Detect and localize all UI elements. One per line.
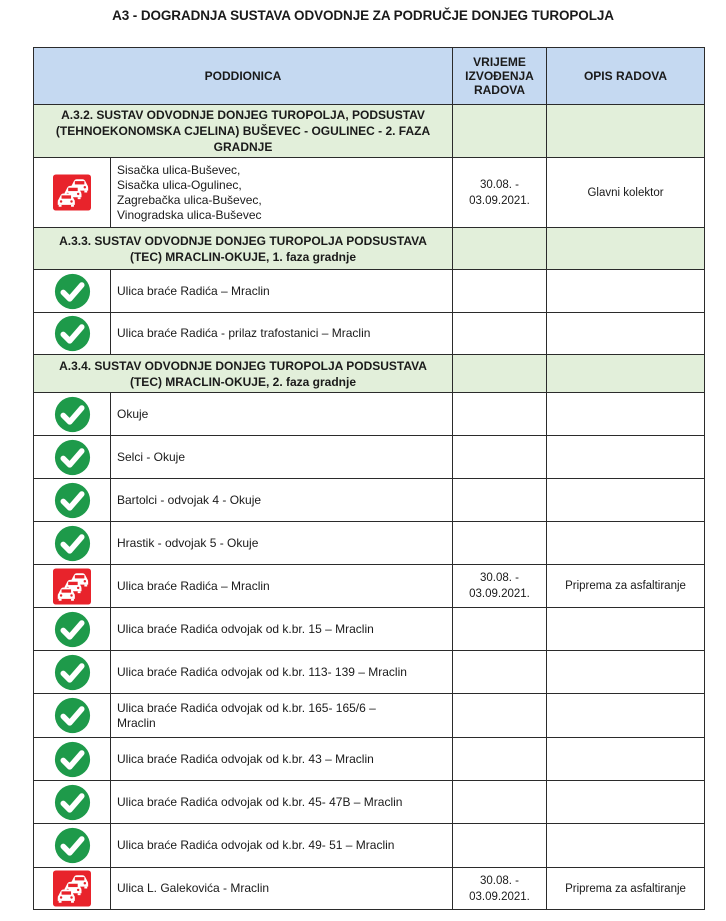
section-title bbox=[34, 105, 453, 158]
poddionica-cell bbox=[111, 694, 453, 738]
date-end: 03.09.2021. bbox=[469, 194, 530, 207]
status-cell bbox=[34, 781, 111, 824]
desc-cell bbox=[547, 608, 705, 651]
table-row bbox=[34, 479, 705, 522]
table-row bbox=[34, 270, 705, 313]
check-icon bbox=[54, 654, 91, 691]
status-cell bbox=[34, 313, 111, 355]
poddionica-cell: Ulica braće Radića odvojak od k.br. 43 – Mraclin bbox=[111, 738, 453, 781]
desc-cell: Glavni kolektor bbox=[547, 158, 705, 228]
status-cell bbox=[34, 436, 111, 479]
check-icon bbox=[54, 697, 91, 734]
poddionica-cell: Selci - Okuje bbox=[111, 436, 453, 479]
poddionica-cell: Ulica braće Radića odvojak od k.br. 15 – Mraclin bbox=[111, 608, 453, 651]
poddionica-cell: Ulica braće Radića odvojak od k.br. 49- 51 – Mraclin bbox=[111, 824, 453, 868]
section-title-line: A.3.2. SUSTAV ODVODNJE DONJEG TUROPOLJA, PODSUSTAV bbox=[61, 108, 425, 122]
desc-cell bbox=[547, 393, 705, 436]
desc-cell bbox=[547, 270, 705, 313]
status-cell bbox=[34, 651, 111, 694]
table-row bbox=[34, 565, 705, 608]
status-cell bbox=[34, 738, 111, 781]
date-start: 30.08. - bbox=[480, 572, 520, 584]
desc-cell bbox=[547, 522, 705, 565]
section-date-empty bbox=[453, 355, 547, 393]
desc-cell: Priprema za asfaltiranje bbox=[547, 565, 705, 608]
table-row bbox=[34, 738, 705, 781]
desc-cell bbox=[547, 738, 705, 781]
street-line: Sisačka ulica-Buševec, bbox=[117, 162, 241, 177]
poddionica-cell: Hrastik - odvojak 5 - Okuje bbox=[111, 522, 453, 565]
desc-cell bbox=[547, 824, 705, 868]
date-cell bbox=[453, 270, 547, 313]
poddionica-cell: Ulica braće Radića - prilaz trafostanici – Mraclin bbox=[111, 313, 453, 355]
table-row bbox=[34, 522, 705, 565]
section-date-empty bbox=[453, 105, 547, 158]
works-table bbox=[33, 47, 705, 910]
section-title-line: A.3.4. SUSTAV ODVODNJE DONJEG TUROPOLJA PODSUSTAVA bbox=[59, 358, 427, 373]
table-row bbox=[34, 868, 705, 910]
header-vrijeme-line: VRIJEME bbox=[473, 55, 526, 69]
status-cell bbox=[34, 565, 111, 608]
date-cell bbox=[453, 608, 547, 651]
status-cell bbox=[34, 694, 111, 738]
check-icon bbox=[54, 315, 91, 352]
status-cell bbox=[34, 522, 111, 565]
desc-cell bbox=[547, 436, 705, 479]
desc-cell bbox=[547, 479, 705, 522]
table-row bbox=[34, 158, 705, 228]
section-title-line: (TEHNOEKONOMSKA CJELINA) BUŠEVEC - OGULINEC - 2. FAZA bbox=[55, 124, 431, 138]
desc-cell bbox=[547, 313, 705, 355]
poddionica-cell: Ulica braće Radića – Mraclin bbox=[111, 565, 453, 608]
date-cell bbox=[453, 479, 547, 522]
date-cell bbox=[453, 393, 547, 436]
check-icon bbox=[54, 482, 91, 519]
section-title-line: (TEC) MRACLIN-OKUJE, 2. faza gradnje bbox=[129, 374, 357, 389]
date-cell bbox=[453, 522, 547, 565]
date-cell bbox=[453, 313, 547, 355]
section-title-line: A.3.3. SUSTAV ODVODNJE DONJEG TUROPOLJA PODSUSTAVA bbox=[59, 233, 427, 248]
check-icon bbox=[54, 439, 91, 476]
desc-cell bbox=[547, 781, 705, 824]
header-vrijeme bbox=[453, 48, 547, 105]
date-start: 30.08. - bbox=[480, 874, 520, 887]
status-cell bbox=[34, 824, 111, 868]
street-line: Zagrebačka ulica-Buševec, bbox=[117, 192, 262, 207]
date-cell bbox=[453, 694, 547, 738]
traffic-icon bbox=[53, 568, 91, 605]
street-line: Mraclin bbox=[117, 715, 156, 730]
desc-cell bbox=[547, 651, 705, 694]
table-row bbox=[34, 313, 705, 355]
date-cell bbox=[453, 158, 547, 228]
status-cell bbox=[34, 868, 111, 910]
date-start: 30.08. - bbox=[480, 178, 520, 191]
status-cell bbox=[34, 479, 111, 522]
section-desc-empty bbox=[547, 355, 705, 393]
header-poddionica: PODDIONICA bbox=[34, 48, 453, 105]
status-cell bbox=[34, 608, 111, 651]
check-icon bbox=[54, 525, 91, 562]
check-icon bbox=[54, 273, 91, 310]
table-row bbox=[34, 608, 705, 651]
check-icon bbox=[54, 784, 91, 821]
status-cell bbox=[34, 158, 111, 228]
traffic-icon bbox=[53, 870, 91, 907]
date-cell bbox=[453, 651, 547, 694]
section-title-line: GRADNJE bbox=[213, 140, 273, 154]
street-line: Ulica braće Radića odvojak od k.br. 165- 165/6 – bbox=[117, 700, 376, 715]
section-row bbox=[34, 228, 705, 270]
street-line: Sisačka ulica-Ogulinec, bbox=[117, 177, 242, 192]
date-end: 03.09.2021. bbox=[469, 890, 530, 903]
poddionica-cell: Bartolci - odvojak 4 - Okuje bbox=[111, 479, 453, 522]
document-title: A3 - DOGRADNJA SUSTAVA ODVODNJE ZA PODRUČJE DONJEG TUROPOLJA bbox=[112, 8, 614, 23]
table-row bbox=[34, 436, 705, 479]
date-cell bbox=[453, 824, 547, 868]
desc-cell: Priprema za asfaltiranje bbox=[547, 868, 705, 910]
poddionica-cell: Ulica braće Radića odvojak od k.br. 45- 47B – Mraclin bbox=[111, 781, 453, 824]
section-title bbox=[34, 355, 453, 393]
poddionica-cell: Ulica braće Radića – Mraclin bbox=[111, 270, 453, 313]
poddionica-cell bbox=[111, 158, 453, 228]
date-cell bbox=[453, 781, 547, 824]
traffic-icon bbox=[53, 174, 91, 211]
section-title-line: (TEC) MRACLIN-OKUJE, 1. faza gradnje bbox=[129, 249, 357, 264]
status-cell bbox=[34, 393, 111, 436]
date-end: 03.09.2021. bbox=[469, 588, 530, 600]
table-row bbox=[34, 781, 705, 824]
date-cell bbox=[453, 738, 547, 781]
date-cell bbox=[453, 565, 547, 608]
check-icon bbox=[54, 396, 91, 433]
poddionica-cell: Okuje bbox=[111, 393, 453, 436]
section-title bbox=[34, 228, 453, 270]
table-row bbox=[34, 393, 705, 436]
header-vrijeme-line: RADOVA bbox=[473, 83, 526, 97]
section-desc-empty bbox=[547, 105, 705, 158]
header-vrijeme-line: IZVOĐENJA bbox=[465, 69, 534, 83]
date-cell bbox=[453, 436, 547, 479]
check-icon bbox=[54, 827, 91, 864]
table-row bbox=[34, 651, 705, 694]
section-row bbox=[34, 355, 705, 393]
desc-cell bbox=[547, 694, 705, 738]
street-line: Vinogradska ulica-Buševec bbox=[117, 207, 262, 222]
check-icon bbox=[54, 741, 91, 778]
table-header-row bbox=[34, 48, 705, 105]
section-date-empty bbox=[453, 228, 547, 270]
poddionica-cell: Ulica L. Galekovića - Mraclin bbox=[111, 868, 453, 910]
poddionica-cell: Ulica braće Radića odvojak od k.br. 113- 139 – Mraclin bbox=[111, 651, 453, 694]
status-cell bbox=[34, 270, 111, 313]
table-row bbox=[34, 824, 705, 868]
header-opis: OPIS RADOVA bbox=[547, 48, 705, 105]
section-row bbox=[34, 105, 705, 158]
section-desc-empty bbox=[547, 228, 705, 270]
table-row bbox=[34, 694, 705, 738]
date-cell bbox=[453, 868, 547, 910]
check-icon bbox=[54, 611, 91, 648]
